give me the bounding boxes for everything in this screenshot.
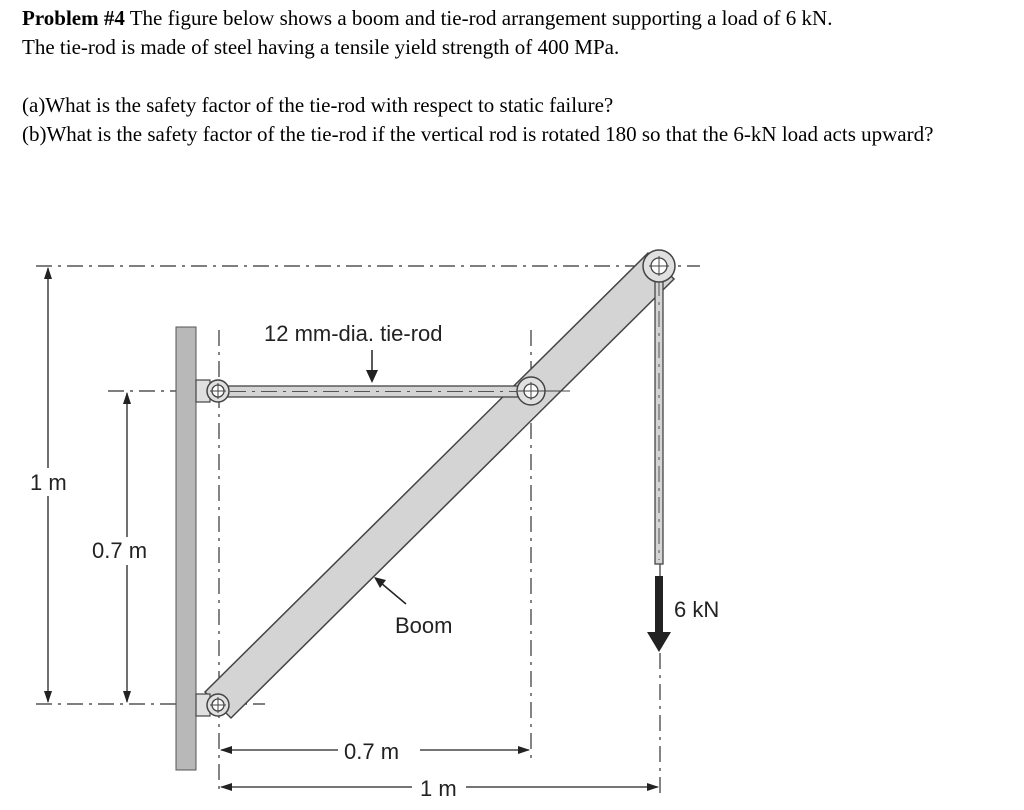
problem-line-1: The figure below shows a boom and tie-rod arrangement supporting a load of 6 kN.: [129, 6, 833, 30]
wall: [176, 327, 196, 770]
pin-joint-lower-wall: [207, 694, 229, 716]
width-total-label: 1 m: [420, 776, 457, 801]
tie-rod-label: 12 mm-dia. tie-rod: [264, 321, 443, 346]
height-total-label: 1 m: [30, 470, 67, 495]
problem-label: Problem #4: [22, 6, 125, 30]
pin-joint-upper-wall: [207, 380, 229, 402]
load-arrow: [647, 576, 671, 652]
boom-label: Boom: [395, 613, 453, 638]
tie-rod-pointer: [366, 350, 378, 383]
hanger-rod: [655, 268, 663, 564]
pin-joint-boom-top: [643, 250, 675, 282]
question-a: (a)What is the safety factor of the tie-rod with respect to static failure?: [22, 93, 614, 117]
question-b: (b)What is the safety factor of the tie-rod if the vertical rod is rotated 180 so that the 6-kN load acts upward?: [22, 122, 934, 146]
tie-rod: [216, 386, 534, 397]
problem-line-2: The tie-rod is made of steel having a tensile yield strength of 400 MPa.: [22, 35, 620, 59]
height-tie-label: 0.7 m: [92, 538, 148, 563]
width-tie-label: 0.7 m: [344, 739, 400, 764]
boom-pointer: [374, 577, 406, 604]
load-label: 6 kN: [674, 597, 720, 622]
